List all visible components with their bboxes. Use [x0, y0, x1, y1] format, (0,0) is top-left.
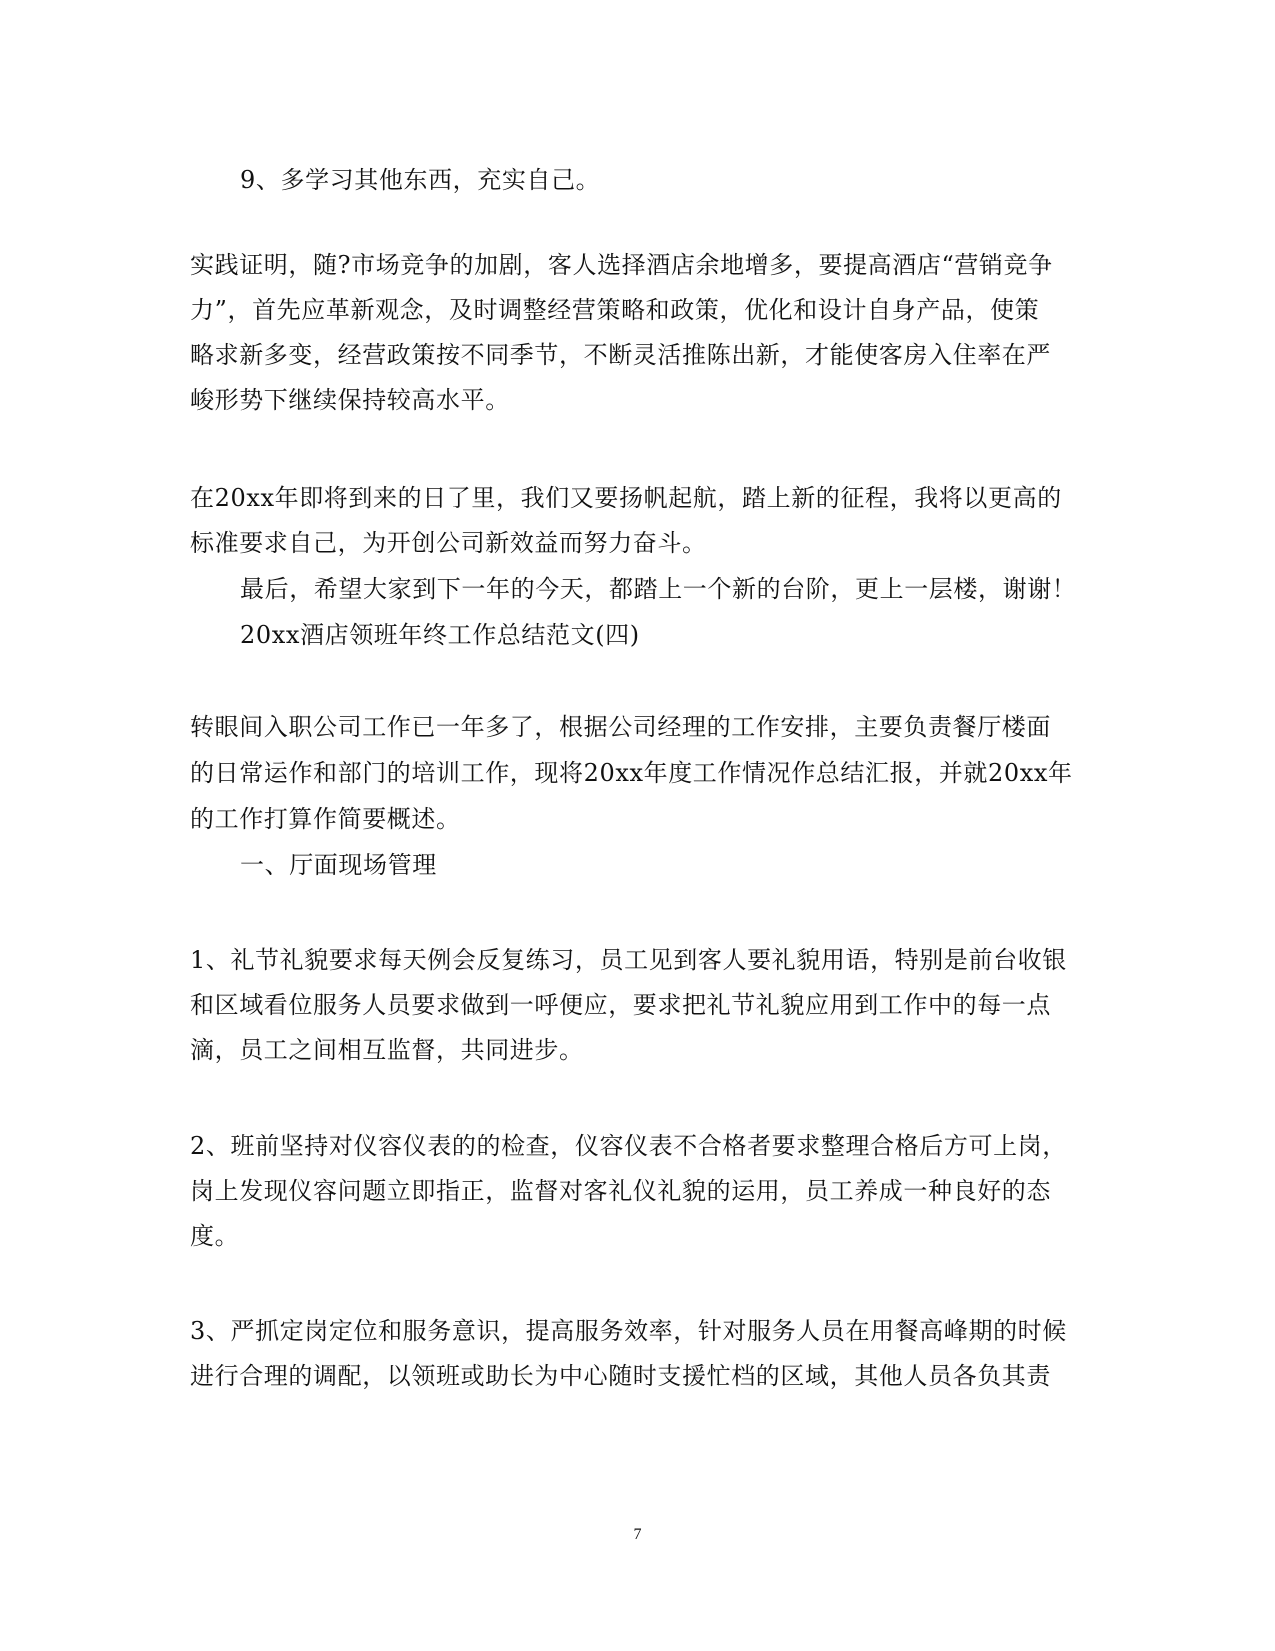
paragraph-line: 1、礼节礼貌要求每天例会反复练习，员工见到客人要礼貌用语，特别是前台收银: [190, 946, 1067, 974]
paragraph-line: 2、班前坚持对仪容仪表的的检查，仪容仪表不合格者要求整理合格后方可上岗，: [190, 1132, 1067, 1160]
paragraph-line: 的日常运作和部门的培训工作，现将20xx年度工作情况作总结汇报，并就20xx年: [190, 759, 1073, 787]
section-title: 20xx酒店领班年终工作总结范文(四): [240, 621, 640, 649]
paragraph-line: 3、严抓定岗定位和服务意识，提高服务效率，针对服务人员在用餐高峰期的时候: [190, 1317, 1067, 1345]
list-item-9: 9、多学习其他东西，充实自己。: [240, 166, 601, 194]
paragraph-line: 略求新多变，经营政策按不同季节，不断灵活推陈出新，才能使客房入住率在严: [190, 341, 1051, 369]
paragraph-line: 力”，首先应革新观念，及时调整经营策略和政策，优化和设计自身产品，使策: [190, 296, 1040, 324]
paragraph-line: 转眼间入职公司工作已一年多了，根据公司经理的工作安排，主要负责餐厅楼面: [190, 713, 1051, 741]
paragraph-line: 和区域看位服务人员要求做到一呼便应，要求把礼节礼貌应用到工作中的每一点: [190, 991, 1051, 1019]
paragraph-line: 的工作打算作简要概述。: [190, 805, 461, 833]
paragraph-line: 标准要求自己，为开创公司新效益而努力奋斗。: [190, 529, 707, 557]
paragraph-line: 实践证明，随?市场竞争的加剧，客人选择酒店余地增多，要提高酒店“营销竞争: [190, 251, 1053, 279]
section-heading: 一、厅面现场管理: [240, 851, 437, 879]
paragraph-line: 进行合理的调配，以领班或助长为中心随时支援忙档的区域，其他人员各负其责: [190, 1362, 1051, 1390]
paragraph-line: 在20xx年即将到来的日了里，我们又要扬帆起航，踏上新的征程，我将以更高的: [190, 484, 1062, 512]
paragraph-line: 度。: [190, 1222, 240, 1250]
paragraph-line: 峻形势下继续保持较高水平。: [190, 386, 510, 414]
closing-line: 最后，希望大家到下一年的今天，都踏上一个新的台阶，更上一层楼，谢谢！: [240, 575, 1077, 603]
paragraph-line: 滴，员工之间相互监督，共同进步。: [190, 1036, 584, 1064]
page-number: 7: [633, 1526, 642, 1543]
paragraph-line: 岗上发现仪容问题立即指正，监督对客礼仪礼貌的运用，员工养成一种良好的态: [190, 1177, 1051, 1205]
